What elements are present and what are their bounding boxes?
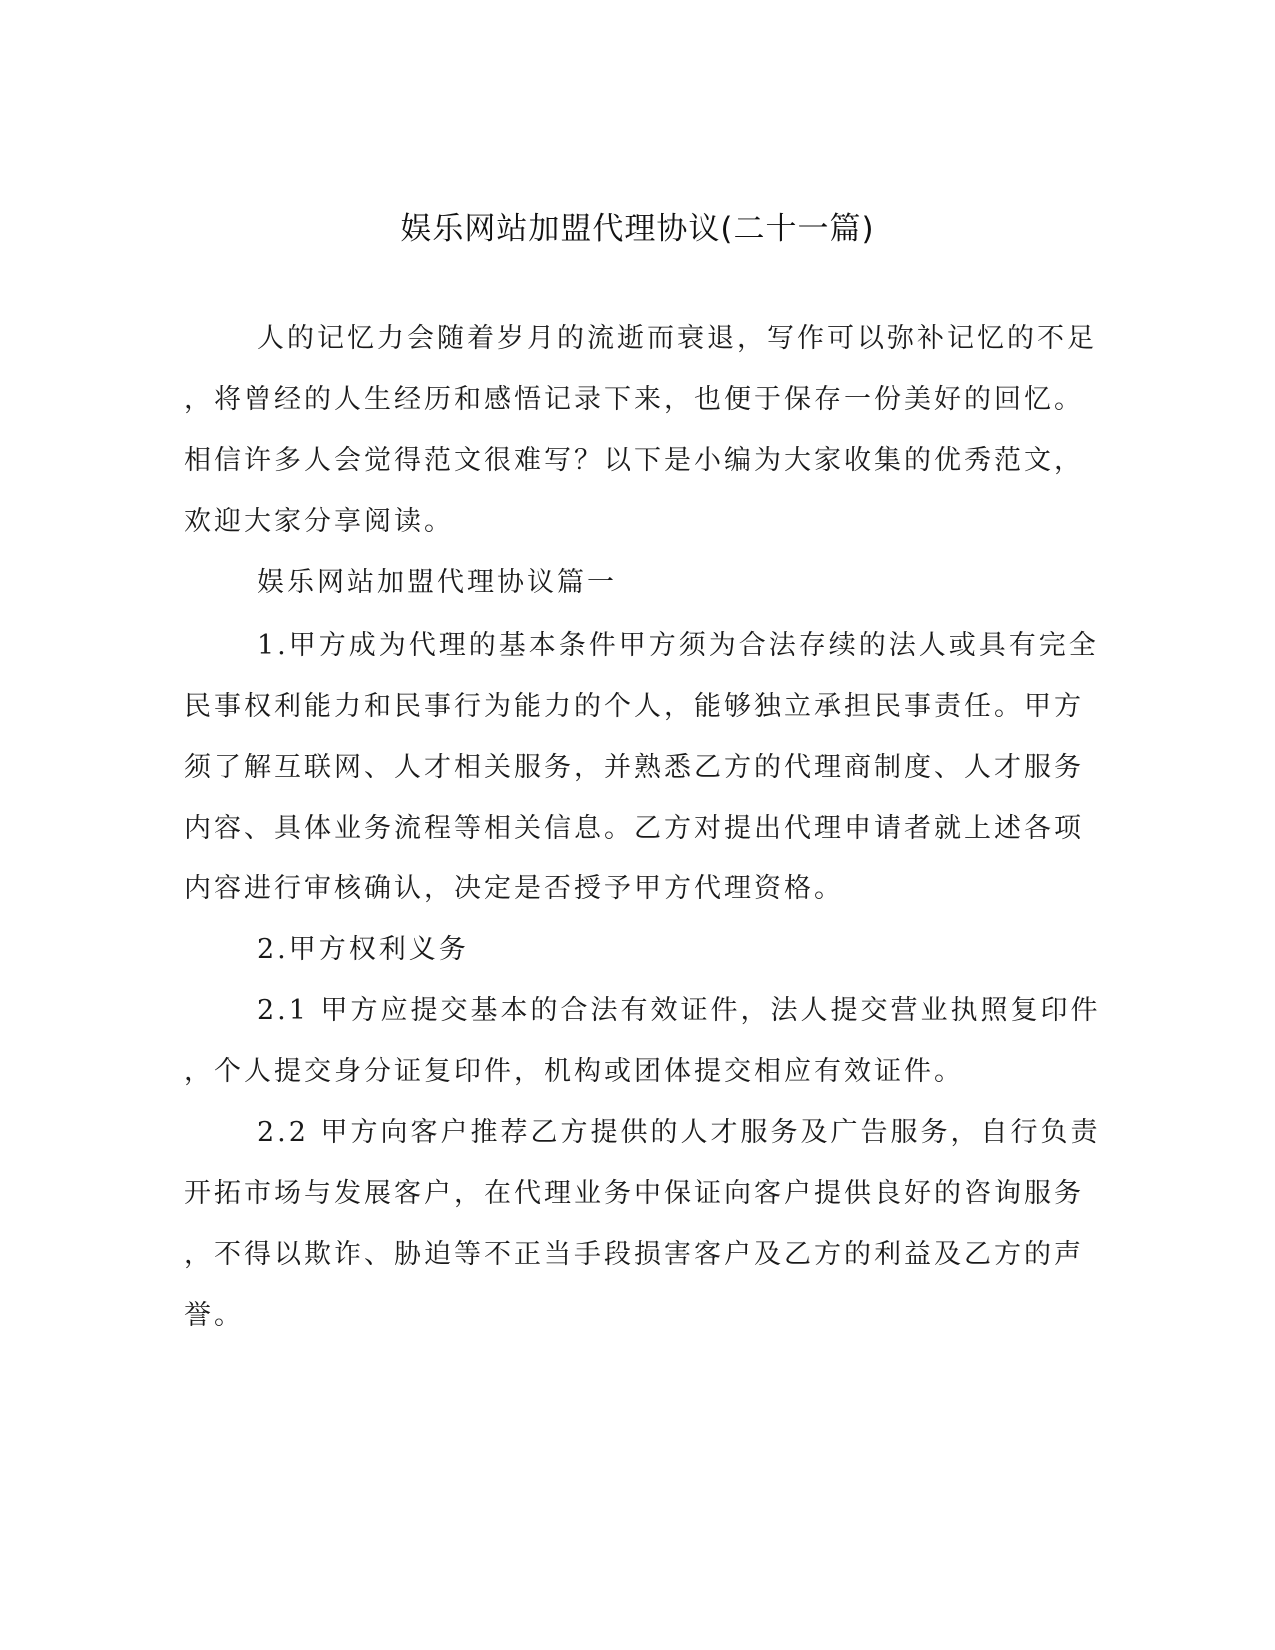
document-title: 娱乐网站加盟代理协议(二十一篇) [400, 211, 875, 247]
clause-1-line-5: 内容进行审核确认，决定是否授予甲方代理资格。 [184, 873, 844, 904]
intro-line-1: 人的记忆力会随着岁月的流逝而衰退，写作可以弥补记忆的不足 [257, 323, 1097, 354]
clause-2-1-line-1: 2.1 甲方应提交基本的合法有效证件，法人提交营业执照复印件 [257, 995, 1101, 1026]
clause-2-2-line-4: 誉。 [184, 1300, 244, 1331]
clause-2-1-line-2: ，个人提交身分证复印件，机构或团体提交相应有效证件。 [184, 1056, 964, 1087]
clause-2-2-line-3: ，不得以欺诈、胁迫等不正当手段损害客户及乙方的利益及乙方的声 [184, 1239, 1084, 1270]
intro-line-2: ，将曾经的人生经历和感悟记录下来，也便于保存一份美好的回忆。 [184, 384, 1084, 415]
clause-2-heading: 2.甲方权利义务 [257, 934, 469, 965]
section-heading: 娱乐网站加盟代理协议篇一 [257, 567, 617, 598]
clause-1-line-2: 民事权利能力和民事行为能力的个人，能够独立承担民事责任。甲方 [184, 691, 1084, 722]
clause-2-2-line-2: 开拓市场与发展客户，在代理业务中保证向客户提供良好的咨询服务 [184, 1178, 1084, 1209]
intro-line-3: 相信许多人会觉得范文很难写？以下是小编为大家收集的优秀范文， [184, 445, 1084, 476]
clause-1-line-1: 1.甲方成为代理的基本条件甲方须为合法存续的法人或具有完全 [257, 630, 1099, 661]
clause-1-line-4: 内容、具体业务流程等相关信息。乙方对提出代理申请者就上述各项 [184, 813, 1084, 844]
intro-line-4: 欢迎大家分享阅读。 [184, 506, 454, 537]
clause-2-2-line-1: 2.2 甲方向客户推荐乙方提供的人才服务及广告服务，自行负责 [257, 1117, 1101, 1148]
clause-1-line-3: 须了解互联网、人才相关服务，并熟悉乙方的代理商制度、人才服务 [184, 752, 1084, 783]
